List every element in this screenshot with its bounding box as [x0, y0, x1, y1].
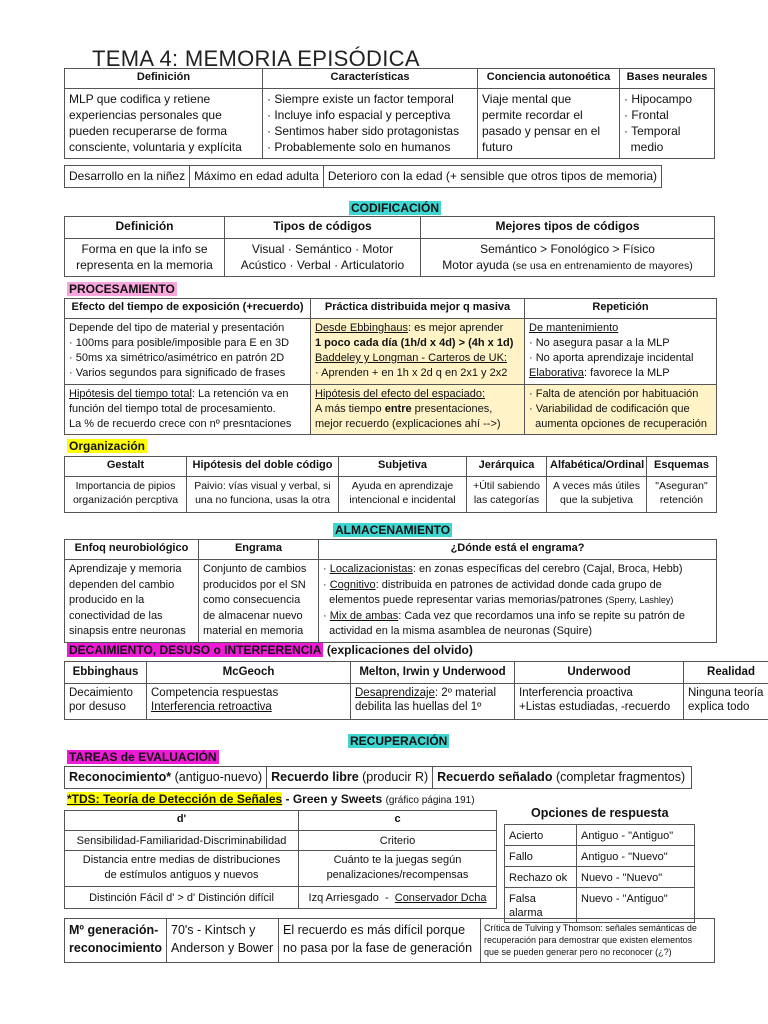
tds-header-c: c — [299, 811, 497, 831]
codificacion-table — [64, 216, 715, 277]
development-deterioro: Deterioro con la edad (+ sensible que otros tipos de memoria) — [323, 166, 661, 188]
page-title: TEMA 4: MEMORIA EPISÓDICA — [92, 46, 420, 71]
procesamiento-heading: PROCESAMIENTO — [69, 282, 175, 296]
header-definicion: Definición — [65, 69, 263, 89]
cod-header-tipos: Tipos de códigos — [225, 217, 421, 239]
org-doble-codigo-cell: Paivio: vías visual y verbal, si una no funciona, usas la otra — [187, 477, 339, 513]
org-subjetiva-cell: Ayuda en aprendizaje intencional e incidental — [339, 477, 467, 513]
opcion-falsa-alarma: Falsa alarma — [505, 888, 577, 923]
opcion-rechazo-valor: Nuevo - "Nuevo" — [577, 867, 695, 888]
generacion-authors: 70's - Kintsch y Anderson y Bower — [167, 919, 279, 963]
alm-donde-cell: · Localizacionistas: en zonas específicas del cerebro (Cajal, Broca, Hebb) · Cognitivo: distribuida en patrones de actividad donde cada grupo de elementos puede representar varias memorias/patrones (Sperry, Lashley) · Mix de ambas: Cada vez que recordamos una info se repite su patrón de actividad en la misma asamblea de neuronas (Squire) — [319, 560, 717, 643]
proc-header-repeticion: Repetición — [525, 299, 717, 319]
proc-practica-cell: Desde Ebbinghaus: es mejor aprender 1 poco cada día (1h/d x 4d) > (4h x 1d) Baddeley y Longman - Carteros de UK: · Aprenden + en 1h x 2d q en 2x1 y 2x2 — [311, 319, 525, 385]
generacion-label: Mº generación- reconocimiento — [65, 919, 167, 963]
alm-header-donde: ¿Dónde está el engrama? — [319, 540, 717, 560]
cod-mejores: Semántico > Fonológico > Físico Motor ayuda (se usa en entrenamiento de mayores) — [421, 239, 715, 277]
org-header-doble-codigo: Hipótesis del doble código — [187, 457, 339, 477]
proc-exposicion-cell: Depende del tipo de material y presentación · 100ms para posible/imposible para E en 3D · 50ms xa simétrico/asimétrico en patrón 2D · Varios segundos para significado de frases — [65, 319, 311, 385]
tareas-heading: TAREAS de EVALUACIÓN — [69, 750, 217, 764]
generacion-table — [64, 918, 715, 963]
dec-melton-cell: Desaprendizaje: 2º material debilita las huellas del 1º — [351, 684, 515, 720]
proc-espaciado-cell: Hipótesis del efecto del espaciado: A más tiempo entre presentaciones, mejor recuerdo (explicaciones ahí -->) — [311, 385, 525, 435]
dec-header-mcgeoch: McGeoch — [147, 662, 351, 684]
alm-header-engrama: Engrama — [199, 540, 319, 560]
opciones-heading: Opciones de respuesta — [531, 806, 669, 820]
cod-header-mejores: Mejores tipos de códigos — [421, 217, 715, 239]
header-bases: Bases neurales — [620, 69, 715, 89]
decaimiento-heading: DECAIMIENTO, DESUSO o INTERFERENCIA (explicaciones del olvido) — [69, 643, 473, 657]
task-reconocimiento: Reconocimiento* (antiguo-nuevo) — [65, 767, 267, 789]
org-header-alfabetica: Alfabética/Ordinal — [547, 457, 647, 477]
opcion-fallo-valor: Antiguo - "Nuevo" — [577, 846, 695, 867]
org-header-jerarquica: Jerárquica — [467, 457, 547, 477]
almacenamiento-heading: ALMACENAMIENTO — [335, 523, 451, 537]
alm-engrama-cell: Conjunto de cambios producidos por el SN como consecuencia de almacenar nuevo material en memoria — [199, 560, 319, 643]
org-alfabetica-cell: A veces más útiles que la subjetiva — [547, 477, 647, 513]
dec-realidad-cell: Ninguna teoría explica todo — [684, 684, 768, 720]
procesamiento-table — [64, 298, 717, 435]
almacenamiento-table — [64, 539, 717, 643]
tds-d-distancia: Distancia entre medias de distribuciones de estímulos antiguos y nuevos — [65, 851, 299, 887]
dec-header-ebbinghaus: Ebbinghaus — [65, 662, 147, 684]
generacion-critica: Crítica de Tulving y Thomson: señales semánticas de recuperación para demostrar que existen elementos que se pueden generar pero no reconocer (¿?) — [481, 919, 715, 963]
opciones-table — [504, 824, 695, 923]
development-adulta: Máximo en edad adulta — [190, 166, 324, 188]
tds-table — [64, 810, 497, 909]
task-recuerdo-senalado: Recuerdo señalado (completar fragmentos) — [433, 767, 692, 789]
intro-table — [64, 68, 715, 159]
cod-header-definicion: Definición — [65, 217, 225, 239]
generacion-text: El recuerdo es más difícil porque no pasa por la fase de generación — [279, 919, 481, 963]
org-jerarquica-cell: +Útil sabiendo las categorías — [467, 477, 547, 513]
tds-d-sensibilidad: Sensibilidad-Familiaridad-Discriminabilidad — [65, 831, 299, 851]
tareas-table — [64, 766, 692, 789]
dec-ebbinghaus-cell: Decaimiento por desuso — [65, 684, 147, 720]
org-esquemas-cell: "Aseguran" retención — [647, 477, 717, 513]
bases-cell: · Hipocampo · Frontal · Temporal medio — [620, 89, 715, 159]
dec-header-melton: Melton, Irwin y Underwood — [351, 662, 515, 684]
definicion-cell: MLP que codifica y retiene experiencias personales que pueden recuperarse de forma consciente, voluntaria y explícita — [65, 89, 263, 159]
task-recuerdo-libre: Recuerdo libre (producir R) — [267, 767, 433, 789]
opcion-fallo: Fallo — [505, 846, 577, 867]
tds-header-d: d' — [65, 811, 299, 831]
dec-underwood-cell: Interferencia proactiva +Listas estudiadas, -recuerdo — [515, 684, 684, 720]
org-header-esquemas: Esquemas — [647, 457, 717, 477]
org-header-gestalt: Gestalt — [65, 457, 187, 477]
alm-header-neurobiologico: Enfoq neurobiológico — [65, 540, 199, 560]
alm-neurobiologico-cell: Aprendizaje y memoria dependen del cambio producido en la conectividad de las sinapsis entre neuronas — [65, 560, 199, 643]
development-table — [64, 165, 662, 188]
decaimiento-table — [64, 661, 768, 720]
opcion-rechazo: Rechazo ok — [505, 867, 577, 888]
proc-tiempo-total-cell: Hipótesis del tiempo total: La retención va en función del tiempo total de procesamiento. La % de recuerdo crece con nº presntaciones — [65, 385, 311, 435]
dec-header-realidad: Realidad — [684, 662, 768, 684]
tds-heading: *TDS: Teoría de Detección de Señales - Green y Sweets (gráfico página 191) — [67, 792, 475, 806]
header-caracteristicas: Características — [263, 69, 478, 89]
organizacion-heading: Organización — [69, 439, 146, 453]
codificacion-heading: CODIFICACIÓN — [351, 201, 439, 215]
development-ninez: Desarrollo en la niñez — [65, 166, 190, 188]
tds-c-cuanto: Cuánto te la juegas según penalizaciones/recompensas — [299, 851, 497, 887]
organizacion-table — [64, 456, 717, 513]
proc-espaciado-explicaciones: · Falta de atención por habituación · Variabilidad de codificación que aumenta opciones de recuperación — [525, 385, 717, 435]
opcion-acierto: Acierto — [505, 825, 577, 846]
dec-mcgeoch-cell: Competencia respuestas Interferencia retroactiva — [147, 684, 351, 720]
conciencia-cell: Viaje mental que permite recordar el pasado y pensar en el futuro — [478, 89, 620, 159]
proc-header-practica: Práctica distribuida mejor q masiva — [311, 299, 525, 319]
org-gestalt-cell: Importancia de pipios organización percptiva — [65, 477, 187, 513]
opcion-falsa-alarma-valor: Nuevo - "Antiguo" — [577, 888, 695, 923]
cod-tipos: Visual · Semántico · Motor Acústico · Verbal · Articulatorio — [225, 239, 421, 277]
proc-header-exposicion: Efecto del tiempo de exposición (+recuerdo) — [65, 299, 311, 319]
recuperacion-heading: RECUPERACIÓN — [350, 734, 448, 748]
tds-c-criterio: Criterio — [299, 831, 497, 851]
tds-c-arriesgado: Izq Arriesgado - Conservador Dcha — [299, 887, 497, 909]
header-conciencia: Conciencia autonoética — [478, 69, 620, 89]
cod-definicion: Forma en que la info se representa en la memoria — [65, 239, 225, 277]
opcion-acierto-valor: Antiguo - "Antiguo" — [577, 825, 695, 846]
dec-header-underwood: Underwood — [515, 662, 684, 684]
tds-d-distincion: Distinción Fácil d' > d' Distinción difícil — [65, 887, 299, 909]
org-header-subjetiva: Subjetiva — [339, 457, 467, 477]
proc-repeticion-cell: De mantenimiento · No asegura pasar a la MLP · No aporta aprendizaje incidental Elaborativa: favorece la MLP — [525, 319, 717, 385]
caracteristicas-cell: · Siempre existe un factor temporal · Incluye info espacial y perceptiva · Sentimos haber sido protagonistas · Probablemente solo en humanos — [263, 89, 478, 159]
